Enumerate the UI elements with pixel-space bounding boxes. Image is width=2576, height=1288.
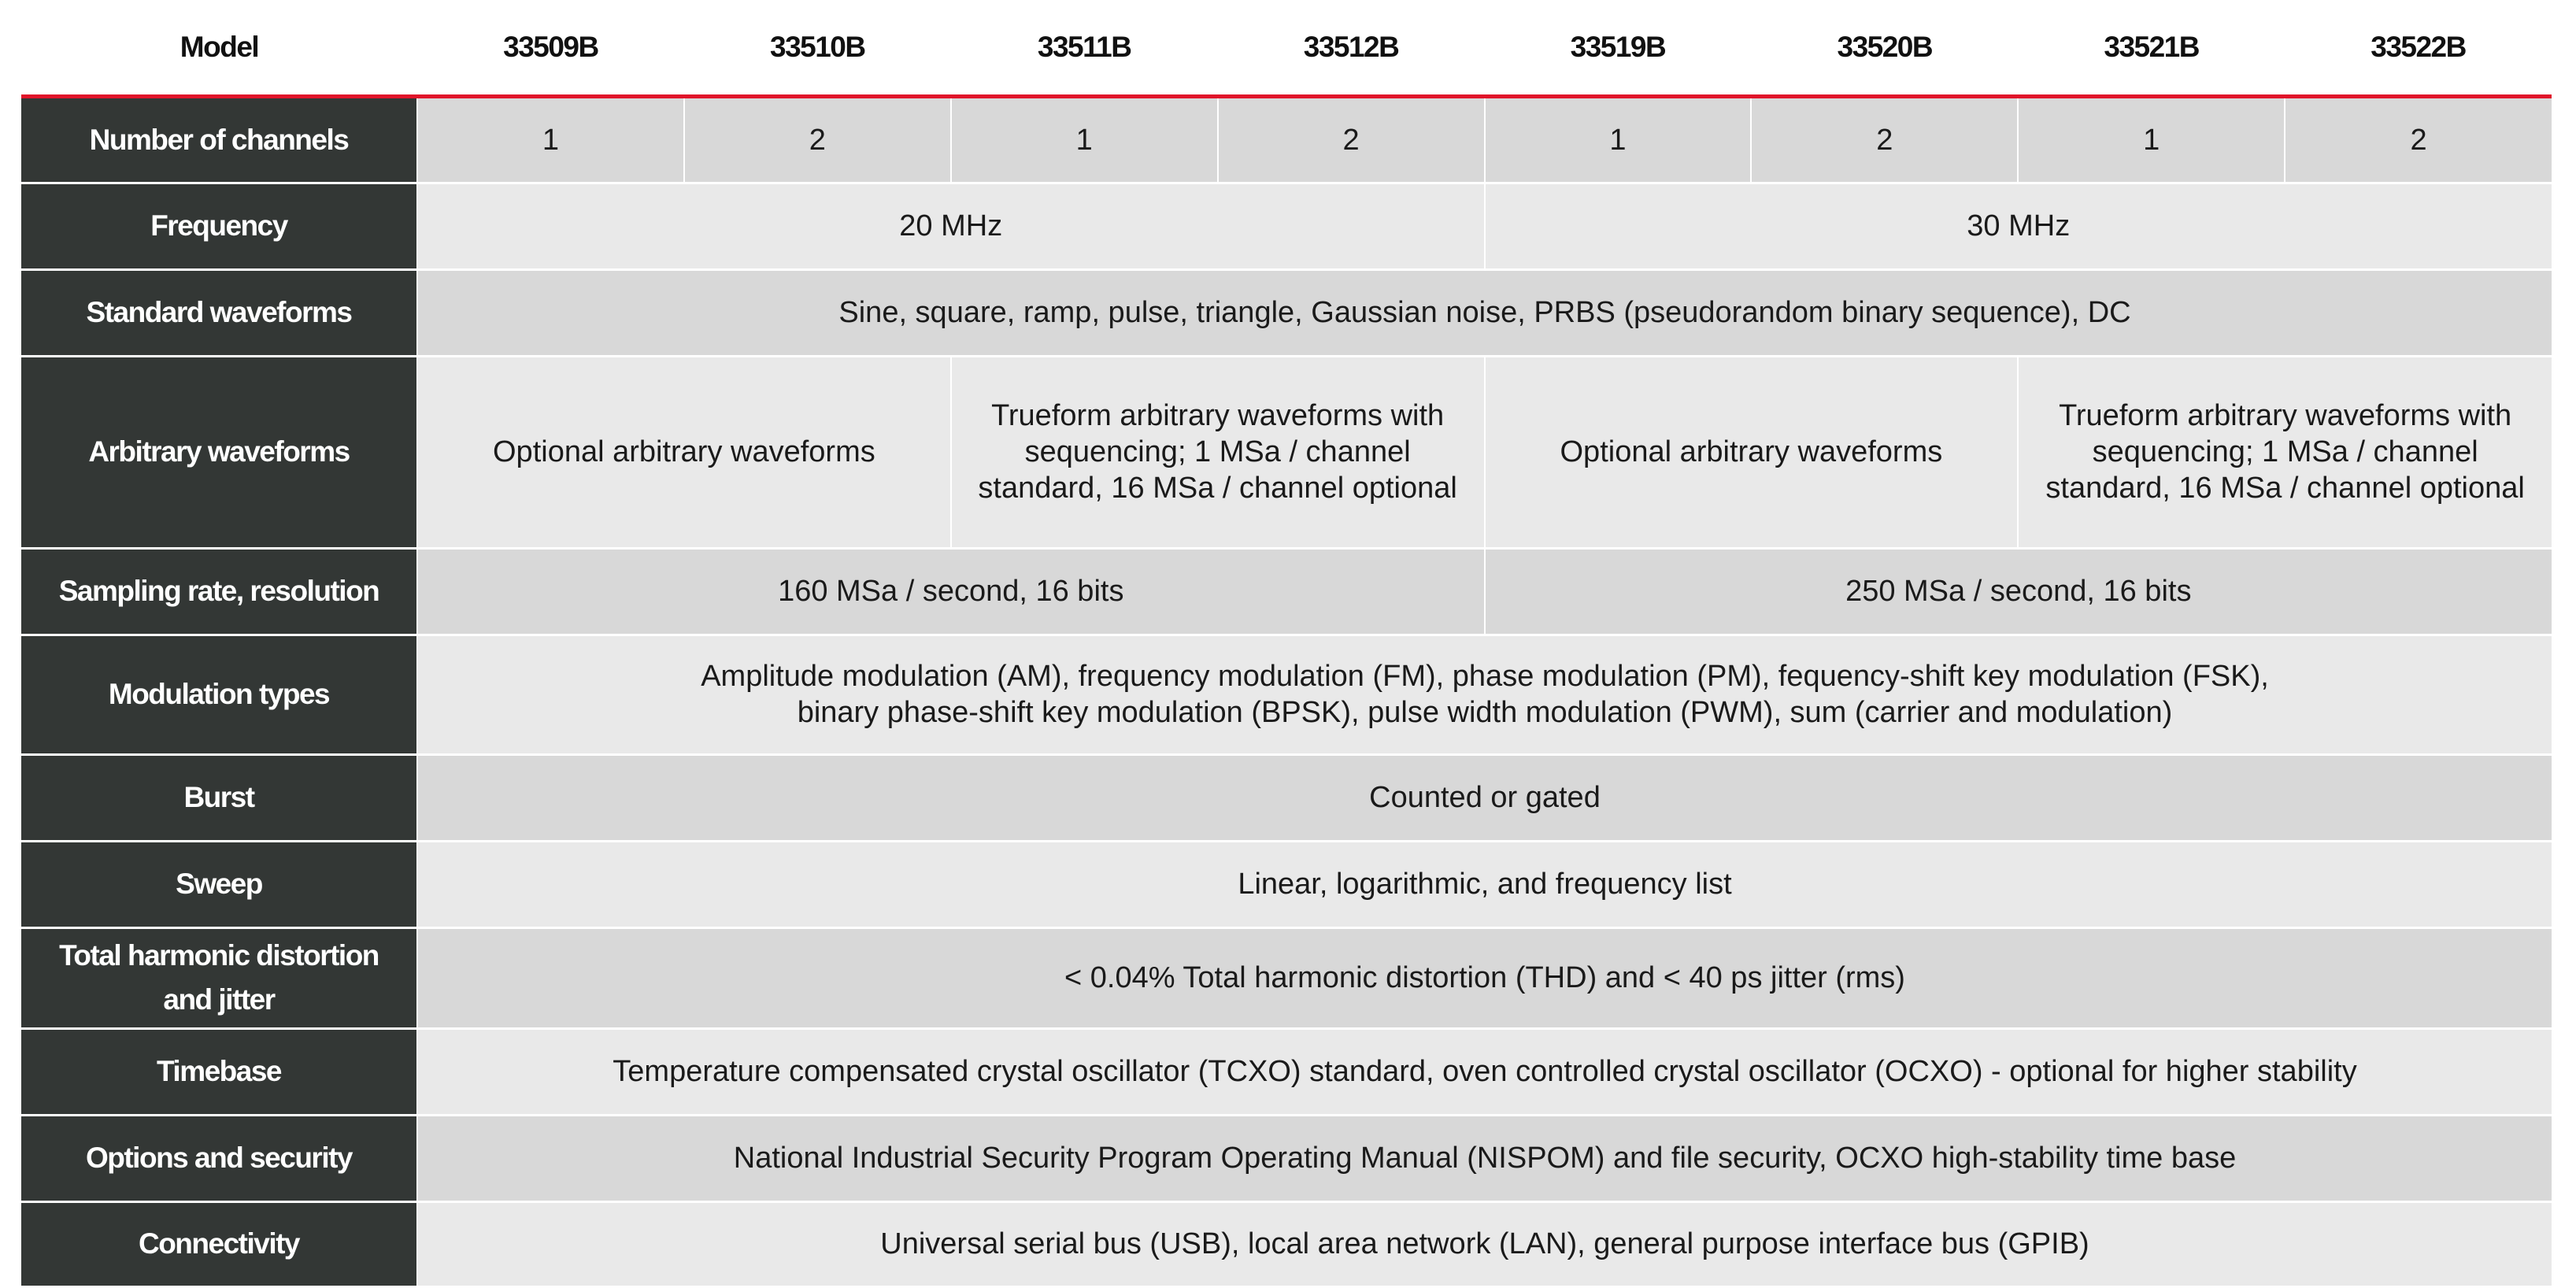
modulation-line-1: Amplitude modulation (AM), frequency modulation (FM), phase modulation (PM), fequency-shift key modulation (FSK), <box>701 660 2269 693</box>
model-column-header: 33511B <box>951 0 1218 96</box>
row-modulation-types <box>21 635 2552 754</box>
timebase-cell: Temperature compensated crystal oscillator (TCXO) standard, oven controlled crystal oscillator (OCXO) - optional for higher stability <box>417 1028 2552 1115</box>
channel-count-cell: 2 <box>2285 96 2552 183</box>
row-label <box>21 927 417 1028</box>
row-label: Sampling rate, resolution <box>21 548 417 635</box>
model-column-header: 33519B <box>1485 0 1752 96</box>
model-column-header: 33509B <box>417 0 684 96</box>
row-label-line-1: Total harmonic distortion <box>59 939 379 972</box>
row-sweep <box>21 841 2552 927</box>
row-sampling-rate <box>21 548 2552 635</box>
row-label-line-2: and jitter <box>163 983 275 1016</box>
row-standard-waveforms <box>21 269 2552 356</box>
modulation-line-2: binary phase-shift key modulation (BPSK), pulse width modulation (PWM), sum (carrier and modulation) <box>797 696 2173 729</box>
row-burst <box>21 754 2552 841</box>
row-frequency <box>21 183 2552 269</box>
header-row <box>21 0 2552 96</box>
row-options-security <box>21 1115 2552 1201</box>
row-number-of-channels <box>21 96 2552 183</box>
channel-count-cell: 1 <box>951 96 1218 183</box>
burst-cell: Counted or gated <box>417 754 2552 841</box>
channel-count-cell: 1 <box>1485 96 1752 183</box>
row-connectivity <box>21 1201 2552 1286</box>
thd-jitter-cell: < 0.04% Total harmonic distortion (THD) and < 40 ps jitter (rms) <box>417 927 2552 1028</box>
arbitrary-waveforms-cell: Trueform arbitrary waveforms with sequencing; 1 MSa / channel standard, 16 MSa / channel optional <box>2018 356 2552 548</box>
row-label: Sweep <box>21 841 417 927</box>
arbitrary-waveforms-cell: Optional arbitrary waveforms <box>1485 356 2019 548</box>
sampling-rate-cell: 160 MSa / second, 16 bits <box>417 548 1485 635</box>
frequency-cell-group-2: 30 MHz <box>1485 183 2552 269</box>
model-column-header: 33521B <box>2018 0 2285 96</box>
row-label: Number of channels <box>21 96 417 183</box>
row-arbitrary-waveforms <box>21 356 2552 548</box>
row-label: Options and security <box>21 1115 417 1201</box>
frequency-cell-group-1: 20 MHz <box>417 183 1485 269</box>
model-column-header: 33522B <box>2285 0 2552 96</box>
standard-waveforms-cell: Sine, square, ramp, pulse, triangle, Gaussian noise, PRBS (pseudorandom binary sequence), DC <box>417 269 2552 356</box>
model-column-header: 33510B <box>684 0 951 96</box>
sampling-rate-cell: 250 MSa / second, 16 bits <box>1485 548 2552 635</box>
row-label: Modulation types <box>21 635 417 754</box>
spec-table <box>21 0 2552 1288</box>
channel-count-cell: 2 <box>684 96 951 183</box>
row-label: Arbitrary waveforms <box>21 356 417 548</box>
channel-count-cell: 2 <box>1751 96 2018 183</box>
modulation-types-cell <box>417 635 2552 754</box>
channel-count-cell: 1 <box>2018 96 2285 183</box>
row-label: Standard waveforms <box>21 269 417 356</box>
model-column-header: 33512B <box>1218 0 1485 96</box>
model-column-header: 33520B <box>1751 0 2018 96</box>
connectivity-cell: Universal serial bus (USB), local area network (LAN), general purpose interface bus (GPIB) <box>417 1201 2552 1286</box>
row-label: Frequency <box>21 183 417 269</box>
row-label: Burst <box>21 754 417 841</box>
model-header-label: Model <box>21 0 417 96</box>
row-timebase <box>21 1028 2552 1115</box>
channel-count-cell: 1 <box>417 96 684 183</box>
options-security-cell: National Industrial Security Program Operating Manual (NISPOM) and file security, OCXO high-stability time base <box>417 1115 2552 1201</box>
channel-count-cell: 2 <box>1218 96 1485 183</box>
row-label: Connectivity <box>21 1201 417 1286</box>
sweep-cell: Linear, logarithmic, and frequency list <box>417 841 2552 927</box>
arbitrary-waveforms-cell: Trueform arbitrary waveforms with sequencing; 1 MSa / channel standard, 16 MSa / channel optional <box>951 356 1485 548</box>
arbitrary-waveforms-cell: Optional arbitrary waveforms <box>417 356 951 548</box>
row-thd-jitter <box>21 927 2552 1028</box>
row-label: Timebase <box>21 1028 417 1115</box>
